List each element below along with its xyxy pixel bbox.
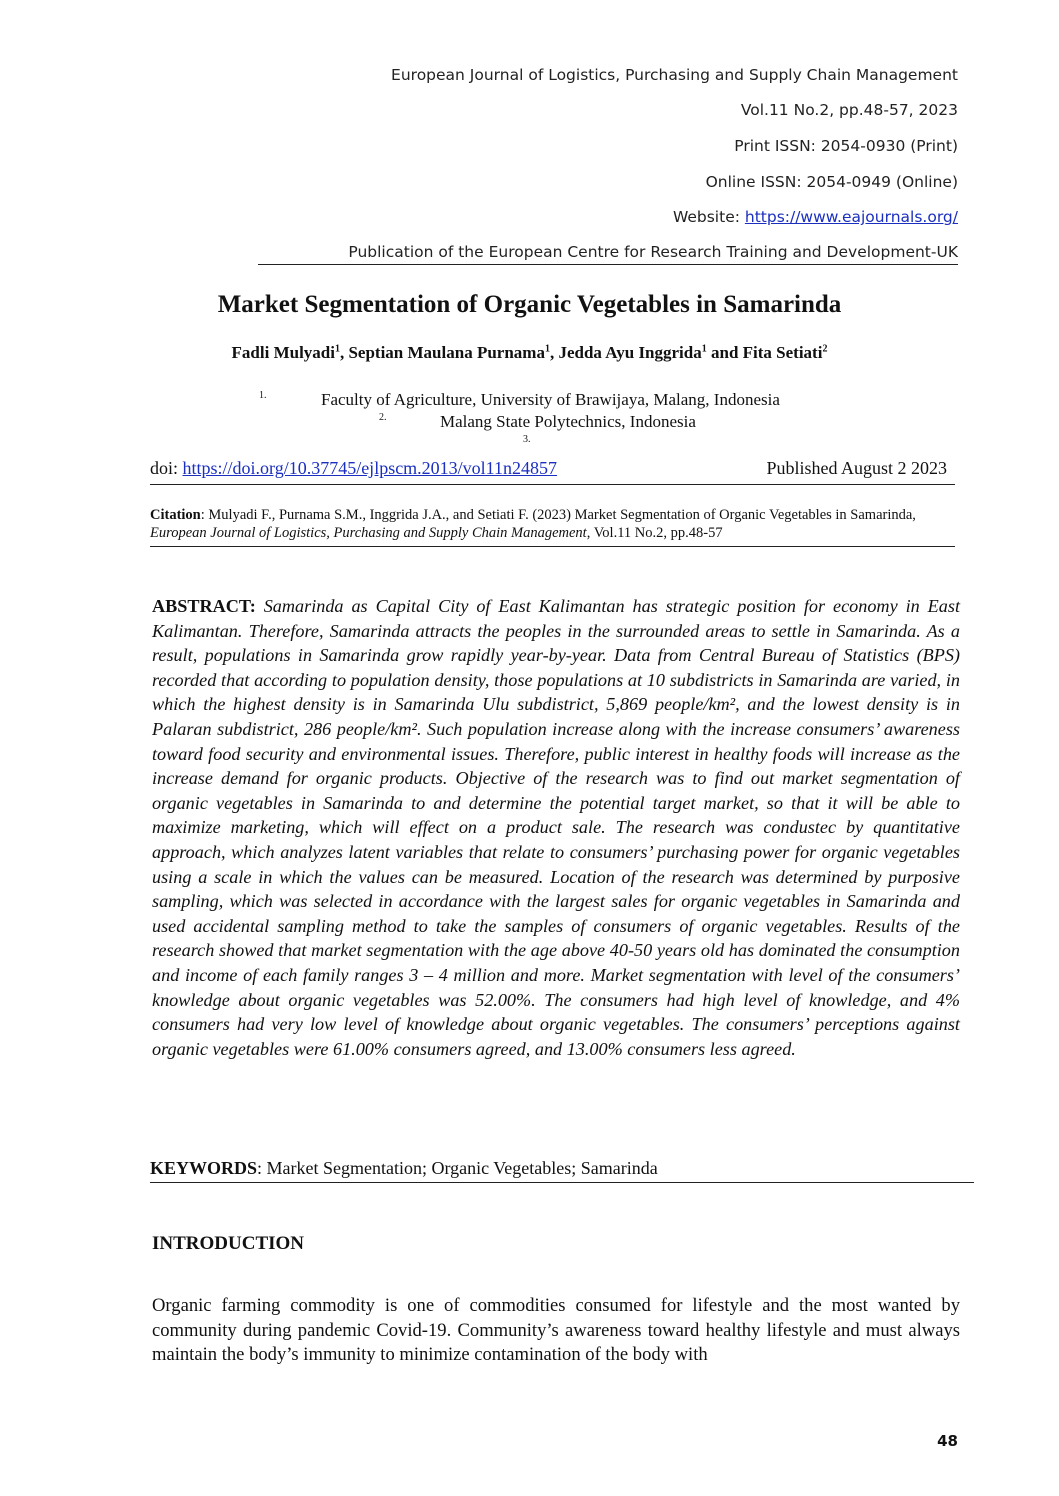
paper-title: Market Segmentation of Organic Vegetables in Samarinda — [217, 291, 842, 318]
author-affil-mark: 1 — [544, 343, 550, 355]
affiliation-number: 3. — [523, 434, 531, 445]
doi-link[interactable]: https://doi.org/10.37745/ejlpscm.2013/vol11n24857 — [182, 458, 558, 478]
page-number: 48 — [937, 1432, 958, 1450]
website-line — [673, 207, 958, 227]
volume-info: Vol.11 No.2, pp.48-57, 2023 — [740, 101, 958, 119]
author-name: Jedda Ayu Inggrida — [558, 343, 702, 362]
affiliation-number: 2. — [379, 412, 387, 423]
published-date: Published August 2 2023 — [766, 458, 947, 478]
abstract-label: ABSTRACT — [152, 596, 250, 616]
online-issn: Online ISSN: 2054-0949 (Online) — [705, 173, 958, 191]
author-name: Fadli Mulyadi — [231, 343, 335, 362]
journal-name: European Journal of Logistics, Purchasing and Supply Chain Management — [391, 66, 958, 84]
author-name: Fita Setiati — [742, 343, 823, 362]
publisher-line: Publication of the European Centre for Research Training and Development-UK — [258, 242, 958, 265]
section-heading: INTRODUCTION — [152, 1233, 305, 1254]
keywords-block — [150, 1157, 974, 1183]
author-affil-mark: 1 — [701, 343, 707, 355]
affiliation-text: Faculty of Agriculture, University of Brawijaya, Malang, Indonesia — [321, 390, 780, 409]
keywords-text: : Market Segmentation; Organic Vegetables; Samarinda — [257, 1158, 658, 1178]
website-label: Website: — [672, 208, 745, 226]
keywords-label: KEYWORDS — [150, 1158, 258, 1178]
author-separator: and — [706, 343, 743, 362]
citation-journal: European Journal of Logistics, Purchasing and Supply Chain Management — [150, 525, 587, 541]
doi-row — [150, 456, 955, 485]
author-separator: , — [339, 343, 349, 362]
affiliation-number: 1. — [259, 390, 267, 401]
print-issn: Print ISSN: 2054-0930 (Print) — [734, 137, 958, 155]
citation-block — [150, 506, 955, 547]
author-affil-mark: 1 — [334, 343, 340, 355]
abstract-block: ABSTRACT: Samarinda as Capital City of East Kalimantan has strategic position for economy in East Kalimantan. Therefore, Samarinda attracts the peoples in the surrounded areas to settle in Samarinda. As a result, populations in Samarinda grow rapidly year-by-year. Data from Central Bureau of Statistics (BPS) recorded that according to population density, those populations at 10 subdistricts in Samarinda are varied, in which the highest density is in Samarinda Ulu subdistrict, 5,869 people/km², and the lowest density is in Palaran subdistrict, 286 people/km². Such population increase along with the increase consumers’ awareness toward food security and environmental issues. Therefore, public interest in healthy foods will increase as the increase demand for organic products. Objective of the research was to find out market segmentation of organic vegetables in Samarinda to and determine the potential target market, so that it will be able to maximize marketing, which will effect on a product sale. The research was condustec by quantitative approach, which analyzes latent variables that relate to consumers’ purchasing power for organic vegetables using a scale in which the values can be measured. Location of the research was determined by purposive sampling, which was selected in accordance with the largest sales for organic vegetables in Samarinda and used accidental sampling method to take the samples of consumers of organic vegetables. Results of the research showed that market segmentation with the age above 40-50 years old has dominated the consumption and income of each family ranges 3 – 4 million and more. Market segmentation with level of the consumers’ knowledge about organic vegetables was 52.00%. The consumers had high level of knowledge, and 4% consumers had very low level of knowledge about organic vegetables. The consumers’ perceptions against organic vegetables were 61.00% consumers agreed, and 13.00% consumers less agreed. — [152, 596, 960, 1059]
author-name: Septian Maulana Purnama — [348, 343, 545, 362]
citation-label: Citation — [150, 507, 201, 523]
abstract-text: Samarinda as Capital City of East Kalimantan has strategic position for economy in East Kalimantan. Therefore, Samarinda attracts the peoples in the surrounded areas to settle in Samarinda. As a result, populations in Samarinda grow rapidly year-by-year. Data from Central Bureau of Statistics (BPS) recorded that according to population density, those populations at 10 subdistricts in Samarinda are varied, in which the highest density is in Samarinda Ulu subdistrict, 5,869 people/km², and the lowest density is in Palaran subdistrict, 286 people/km². Such population increase along with the increase consumers’ awareness toward food security and environmental issues. Therefore, public interest in healthy foods will increase as the increase demand for organic products. Objective of the research was to find out market segmentation of organic vegetables in Samarinda to and determine the potential target market, so that it will be able to maximize marketing, which will effect on a product sale. The research was condustec by quantitative approach, which analyzes latent variables that relate to consumers’ purchasing power for organic vegetables using a scale in which the values can be measured. Location of the research was determined by purposive sampling, which was selected in accordance with the largest sales for organic vegetables in Samarinda and used accidental sampling method to take the samples of consumers of organic vegetables. Results of the research showed that market segmentation with the age above 40-50 years old has dominated the consumption and income of each family ranges 3 – 4 million and more. Market segmentation with level of the consumers’ knowledge about organic vegetables was 52.00%. The consumers had high level of knowledge, and 4% consumers had very low level of knowledge about organic vegetables. The consumers’ perceptions against organic vegetables were 61.00% consumers agreed, and 13.00% consumers less agreed. — [152, 596, 960, 1059]
affiliation-text: Malang State Polytechnics, Indonesia — [440, 412, 696, 431]
citation-text: : Mulyadi F., Purnama S.M., Inggrida J.A., and Setiati F. (2023) Market Segmentation of Organic Vegetables in Samarinda, — [200, 507, 916, 523]
website-link[interactable]: https://www.eajournals.org/ — [744, 208, 958, 226]
author-separator: , — [549, 343, 559, 362]
citation-tail: , Vol.11 No.2, pp.48-57 — [586, 525, 723, 541]
introduction-paragraph: Organic farming commodity is one of commodities consumed for lifestyle and the most wanted by community during pandemic Covid-19. Community’s awareness toward healthy lifestyle and must always maintain the body’s immunity to minimize contamination of the body with — [152, 1295, 960, 1366]
author-list — [0, 342, 1059, 364]
author-affil-mark: 2 — [822, 343, 828, 355]
doi-label: doi: — [150, 458, 183, 478]
